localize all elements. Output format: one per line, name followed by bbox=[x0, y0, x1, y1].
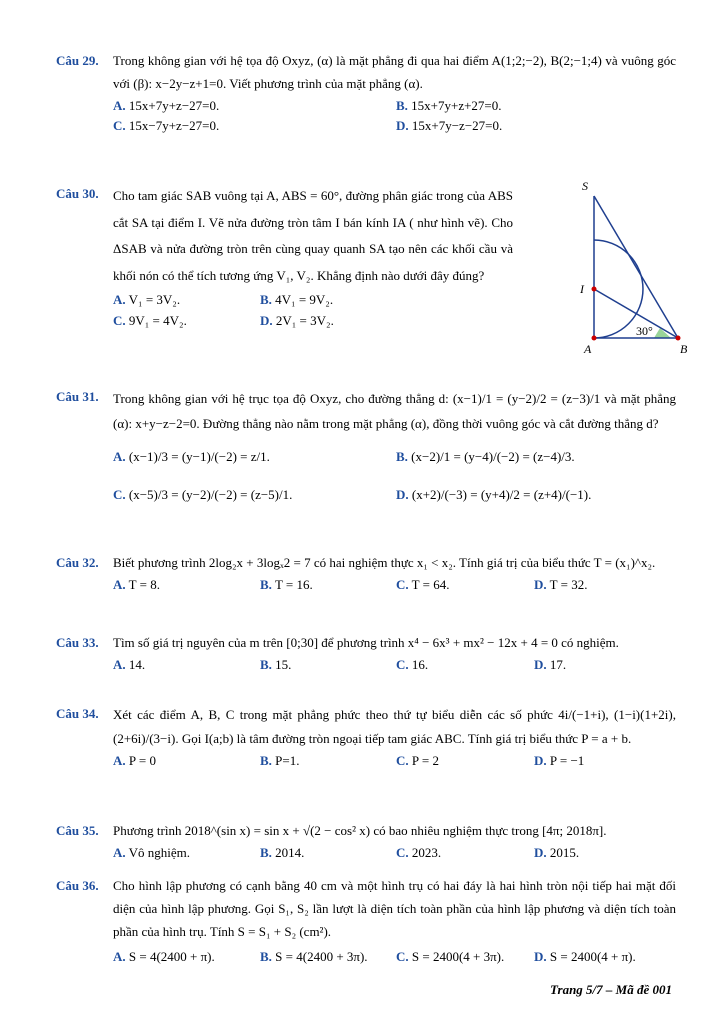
option-d[interactable]: D. 2V₁ = 3V₂. bbox=[260, 312, 334, 328]
question-text: Biết phương trình 2log₂x + 3logₓ2 = 7 có hai nghiệm thực x₁ < x₂. Tính giá trị của biểu thức T = (x₁)^x₂. bbox=[113, 555, 656, 570]
question-number: Câu 30. bbox=[56, 186, 99, 201]
option-b[interactable]: B. 2014. bbox=[260, 844, 305, 860]
question-29 bbox=[56, 50, 676, 136]
option-d[interactable]: D. 2015. bbox=[534, 844, 580, 860]
option-b[interactable]: B. S = 4(2400 + 3π). bbox=[260, 949, 368, 965]
option-b[interactable]: B. 15. bbox=[260, 656, 292, 672]
option-a[interactable]: A. P = 0 bbox=[113, 753, 156, 769]
option-c[interactable]: C. 16. bbox=[396, 656, 429, 672]
question-text: Trong không gian với hệ tọa độ Oxyz, (α) là mặt phẳng đi qua hai điểm A(1;2;−2), B(2;−1;4) và vuông góc với (β): x−2y−z+1=0. Viết phương trình của mặt phẳng (α). bbox=[113, 53, 676, 91]
page-footer: Trang 5/7 – Mã đề 001 bbox=[550, 982, 672, 997]
option-d[interactable]: D. 17. bbox=[534, 656, 567, 672]
option-d[interactable]: D. 15x+7y−z−27=0. bbox=[396, 117, 503, 133]
options bbox=[113, 947, 676, 969]
point-i bbox=[592, 287, 597, 292]
options bbox=[113, 96, 676, 136]
question-number: Câu 36. bbox=[56, 878, 99, 893]
question-34 bbox=[56, 703, 676, 773]
option-a[interactable]: A. S = 4(2400 + π). bbox=[113, 949, 215, 965]
option-c[interactable]: C. 9V₁ = 4V₂. bbox=[113, 312, 187, 328]
option-c[interactable]: C. (x−5)/3 = (y−2)/(−2) = (z−5)/1. bbox=[113, 486, 293, 502]
option-d[interactable]: D. (x+2)/(−3) = (y+4)/2 = (z+4)/(−1). bbox=[396, 486, 592, 502]
question-number: Câu 33. bbox=[56, 635, 99, 650]
question-text: Trong không gian với hệ trục tọa độ Oxyz, cho đường thẳng d: (x−1)/1 = (y−2)/2 = (z−3)/1 và mặt phẳng (α): x+y−z−2=0. Đường thẳng nào nằm trong mặt phẳng (α), đồng thời vuông góc và cắt đường thẳng d? bbox=[113, 391, 676, 432]
segment-sb bbox=[594, 196, 678, 338]
option-b[interactable]: B. P=1. bbox=[260, 753, 300, 769]
options bbox=[113, 843, 676, 865]
question-number: Câu 34. bbox=[56, 706, 99, 721]
option-a[interactable]: A. (x−1)/3 = (y−1)/(−2) = z/1. bbox=[113, 448, 270, 464]
point-b bbox=[676, 336, 681, 341]
label-a: A bbox=[584, 342, 592, 356]
option-a[interactable]: A. 15x+7y+z−27=0. bbox=[113, 97, 220, 113]
question-number: Câu 32. bbox=[56, 555, 99, 570]
triangle-figure bbox=[570, 178, 700, 358]
label-b: B bbox=[680, 342, 688, 356]
question-number: Câu 35. bbox=[56, 823, 99, 838]
option-a[interactable]: A. Vô nghiệm. bbox=[113, 844, 191, 860]
option-c[interactable]: C. 2023. bbox=[396, 844, 442, 860]
option-c[interactable]: C. 15x−7y+z−27=0. bbox=[113, 117, 220, 133]
option-d[interactable]: D. S = 2400(4 + π). bbox=[534, 949, 636, 965]
options bbox=[113, 751, 676, 773]
option-a[interactable]: A. V₁ = 3V₂. bbox=[113, 291, 181, 307]
option-b[interactable]: B. (x−2)/1 = (y−4)/(−2) = (z−4)/3. bbox=[396, 448, 575, 464]
option-d[interactable]: D. P = −1 bbox=[534, 753, 585, 769]
question-text: Cho tam giác SAB vuông tại A, ABS = 60°, đường phân giác trong của ABS cắt SA tại điểm I. Vẽ nửa đường tròn tâm I bán kính IA ( như hình vẽ). Cho ΔSAB và nửa đường tròn trên cùng quay quanh SA tạo nên các khối cầu và khối nón có thể tích tương ứng V₁, V₂. Khẳng định nào dưới đây đúng? bbox=[113, 188, 513, 283]
label-s: S bbox=[582, 179, 588, 193]
question-text: Cho hình lập phương có cạnh bằng 40 cm và một hình trụ có hai đáy là hai hình tròn nội tiếp hai mặt đối diện của hình lập phương. Gọi S₁, S₂ lần lượt là diện tích toàn phần của hình lập phương và diện tích toàn phần của hình trụ. Tính S = S₁ + S₂ (cm²). bbox=[113, 878, 676, 939]
question-36 bbox=[56, 875, 676, 969]
question-text: Phương trình 2018^(sin x) = sin x + √(2 − cos² x) có bao nhiêu nghiệm thực trong [4π; 2018π]. bbox=[113, 823, 607, 838]
option-b[interactable]: B. T = 16. bbox=[260, 576, 313, 592]
question-31 bbox=[56, 386, 676, 517]
options bbox=[113, 575, 676, 597]
question-text: Xét các điểm A, B, C trong mặt phẳng phức theo thứ tự biểu diễn các số phức 4i/(−1+i), (1−i)(1+2i), (2+6i)/(3−i). Gọi I(a;b) là tâm đường tròn ngoại tiếp tam giác ABC. Tính giá trị biểu thức P = a + b. bbox=[113, 707, 676, 747]
label-i: I bbox=[580, 282, 584, 296]
option-a[interactable]: A. 14. bbox=[113, 656, 146, 672]
question-33 bbox=[56, 632, 676, 677]
option-c[interactable]: C. P = 2 bbox=[396, 753, 439, 769]
question-32 bbox=[56, 552, 676, 597]
question-number: Câu 29. bbox=[56, 53, 99, 68]
options bbox=[113, 443, 676, 517]
options bbox=[113, 655, 676, 677]
point-a bbox=[592, 336, 597, 341]
question-35 bbox=[56, 820, 676, 865]
option-b[interactable]: B. 15x+7y+z+27=0. bbox=[396, 97, 502, 113]
option-a[interactable]: A. T = 8. bbox=[113, 576, 160, 592]
option-d[interactable]: D. T = 32. bbox=[534, 576, 588, 592]
option-c[interactable]: C. T = 64. bbox=[396, 576, 450, 592]
question-text: Tìm số giá trị nguyên của m trên [0;30] để phương trình x⁴ − 6x³ + mx² − 12x + 4 = 0 có nghiệm. bbox=[113, 635, 619, 650]
label-angle: 30° bbox=[636, 324, 653, 338]
option-c[interactable]: C. S = 2400(4 + 3π). bbox=[396, 949, 505, 965]
question-number: Câu 31. bbox=[56, 389, 99, 404]
option-b[interactable]: B. 4V₁ = 9V₂. bbox=[260, 291, 334, 307]
